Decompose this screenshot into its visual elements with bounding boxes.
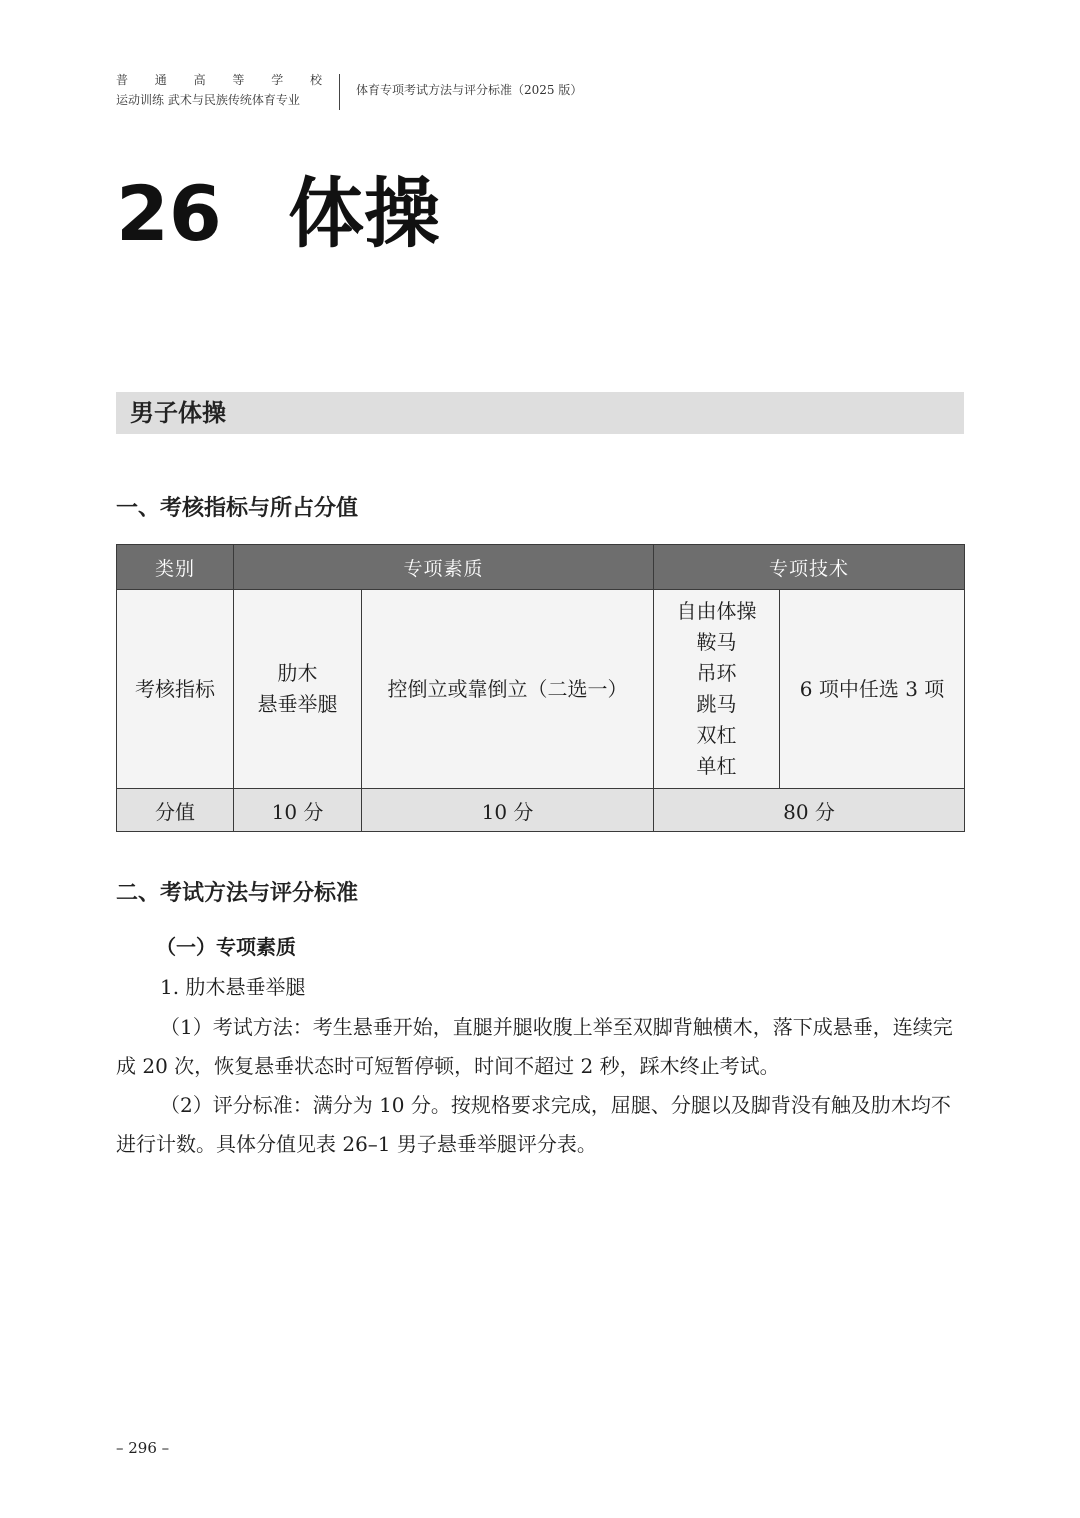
table-header-row [117, 545, 965, 590]
quality-item-1 [234, 590, 362, 789]
school-name [116, 70, 322, 90]
technique-item: 单杠 [696, 754, 737, 778]
part1-heading: 一、考核指标与所占分值 [116, 495, 359, 521]
method-paragraph: （1）考试方法：考生悬垂开始，直腿并腿收腹上举至双脚背触横木，落下成悬垂，连续完成 20 次，恢复悬垂状态时可短暂停顿，时间不超过 2 秒，踩木终止考试。 [116, 1015, 953, 1078]
score-quality-1: 10 分 [234, 789, 362, 832]
scoring-paragraph: （2）评分标准：满分为 10 分。按规格要求完成，屈腿、分腿以及脚背没有触及肋木均不进行计数。具体分值见表 26–1 男子悬垂举腿评分表。 [116, 1093, 951, 1156]
school-char: 校 [309, 73, 322, 87]
quality-item-2: 控倒立或靠倒立（二选一） [362, 590, 654, 789]
section-title: 男子体操 [130, 398, 226, 427]
chapter-name: 体操 [288, 169, 440, 258]
cell-line: 肋木 [277, 661, 318, 685]
sub-heading: （一）专项素质 [156, 935, 296, 959]
metrics-table [116, 544, 965, 832]
school-char: 普 [116, 73, 129, 87]
school-char: 高 [193, 73, 206, 87]
technique-rule: 6 项中任选 3 项 [780, 590, 965, 789]
header-left [116, 70, 328, 110]
chapter-number: 26 [116, 169, 222, 258]
major-name: 运动训练 武术与民族传统体育专业 [116, 93, 300, 107]
technique-item: 鞍马 [696, 630, 737, 654]
technique-items [654, 590, 780, 789]
chapter-title [116, 168, 440, 260]
table-row-indicator [117, 590, 965, 789]
score-quality-2: 10 分 [362, 789, 654, 832]
table-row-score [117, 789, 965, 832]
school-char: 通 [154, 73, 167, 87]
page-number: – 296 – [116, 1439, 170, 1457]
header-divider [339, 74, 340, 110]
score-technique: 80 分 [654, 789, 965, 832]
technique-item: 双杠 [696, 723, 737, 747]
technique-item: 跳马 [696, 692, 737, 716]
item-title: 1. 肋木悬垂举腿 [160, 975, 306, 999]
part2-heading: 二、考试方法与评分标准 [116, 880, 359, 906]
header-category: 类别 [117, 545, 234, 590]
cell-line: 悬垂举腿 [257, 692, 338, 716]
technique-item: 自由体操 [676, 599, 757, 623]
document-title: 体育专项考试方法与评分标准（2025 版） [356, 83, 583, 97]
row-label-score: 分值 [117, 789, 234, 832]
row-label-indicator: 考核指标 [117, 590, 234, 789]
section-banner [116, 392, 964, 434]
header-technique: 专项技术 [654, 545, 965, 590]
school-char: 学 [271, 73, 284, 87]
school-char: 等 [232, 73, 245, 87]
technique-item: 吊环 [696, 661, 737, 685]
header-quality: 专项素质 [234, 545, 654, 590]
